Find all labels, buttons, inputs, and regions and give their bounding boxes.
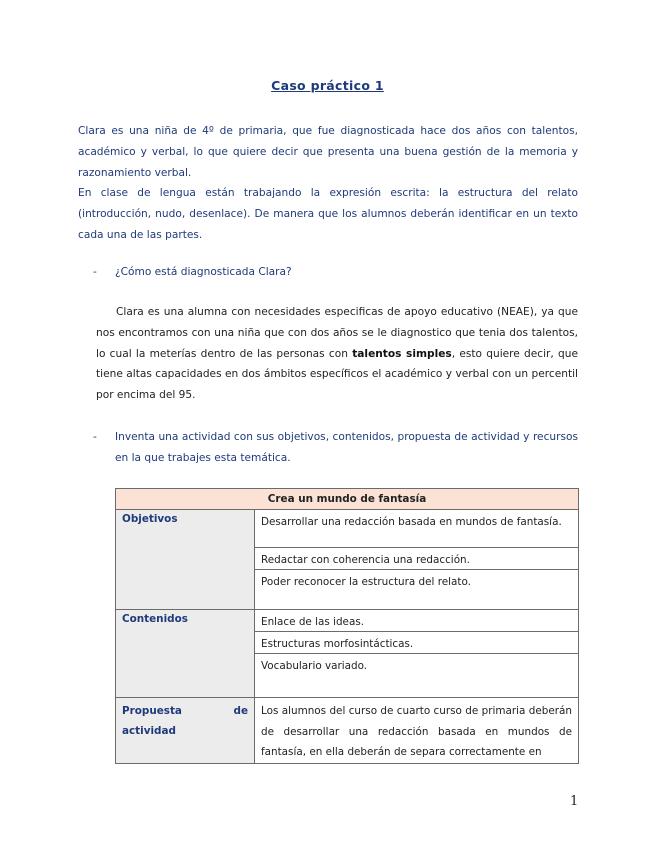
objetivos-label: Objetivos (116, 510, 255, 610)
answer-1-bold: talentos simples (352, 347, 452, 360)
page-title: Caso práctico 1 (271, 78, 384, 93)
answer-1 (96, 302, 578, 406)
objetivo-item: Poder reconocer la estructura del relato. (255, 570, 579, 610)
activity-table (115, 488, 579, 764)
contenidos-label: Contenidos (116, 610, 255, 698)
intro-paragraph-1: Clara es una niña de 4º de primaria, que fue diagnosticada hace dos años con talentos, académico y verbal, lo que quiere decir que presenta una buena gestión de la memoria y razonamiento verbal. (78, 125, 578, 179)
objetivo-item: Desarrollar una redacción basada en mundos de fantasía. (255, 510, 579, 548)
page-number: 1 (570, 794, 579, 809)
objetivo-item: Redactar con coherencia una redacción. (255, 548, 579, 570)
propuesta-label-word-2: de (233, 705, 248, 717)
answer-1-text-end: , esto quiere decir, que tiene altas capacidades en dos ámbitos específicos el académico y verbal con un percentil por encima del 95. (96, 347, 578, 402)
question-2-text: Inventa una actividad con sus objetivos, contenidos, propuesta de actividad y recursos en la que trabajes esta temática. (115, 431, 578, 464)
propuesta-text: Los alumnos del curso de cuarto curso de primaria deberán de desarrollar una redacción basada en mundos de fantasía, en ella deberán de separa correctamente en (255, 698, 579, 764)
intro-text (78, 121, 578, 246)
answer-1-text: Clara es una alumna con necesidades especificas de apoyo educativo (NEAE), ya que nos encontramos con una niña que con dos años se le diagnostico que tenia dos talentos, lo cual la meterías dentro de las personas con (96, 306, 578, 360)
bullet-dash: - (93, 431, 97, 443)
propuesta-label-word-3: actividad (122, 725, 176, 737)
intro-paragraph-2: En clase de lengua están trabajando la expresión escrita: la estructura del relato (introducción, nudo, desenlace). De manera que los alumnos deberán identificar en un texto cada una de las partes. (78, 187, 578, 241)
contenido-item: Estructuras morfosintácticas. (255, 632, 579, 654)
bullet-dash: - (93, 266, 97, 278)
propuesta-label-word-1: Propuesta (122, 705, 182, 717)
contenido-item: Vocabulario variado. (255, 654, 579, 698)
propuesta-label (116, 698, 255, 764)
table-header: Crea un mundo de fantasía (116, 489, 579, 510)
question-1-text: ¿Cómo está diagnosticada Clara? (115, 266, 292, 278)
contenido-item: Enlace de las ideas. (255, 610, 579, 632)
